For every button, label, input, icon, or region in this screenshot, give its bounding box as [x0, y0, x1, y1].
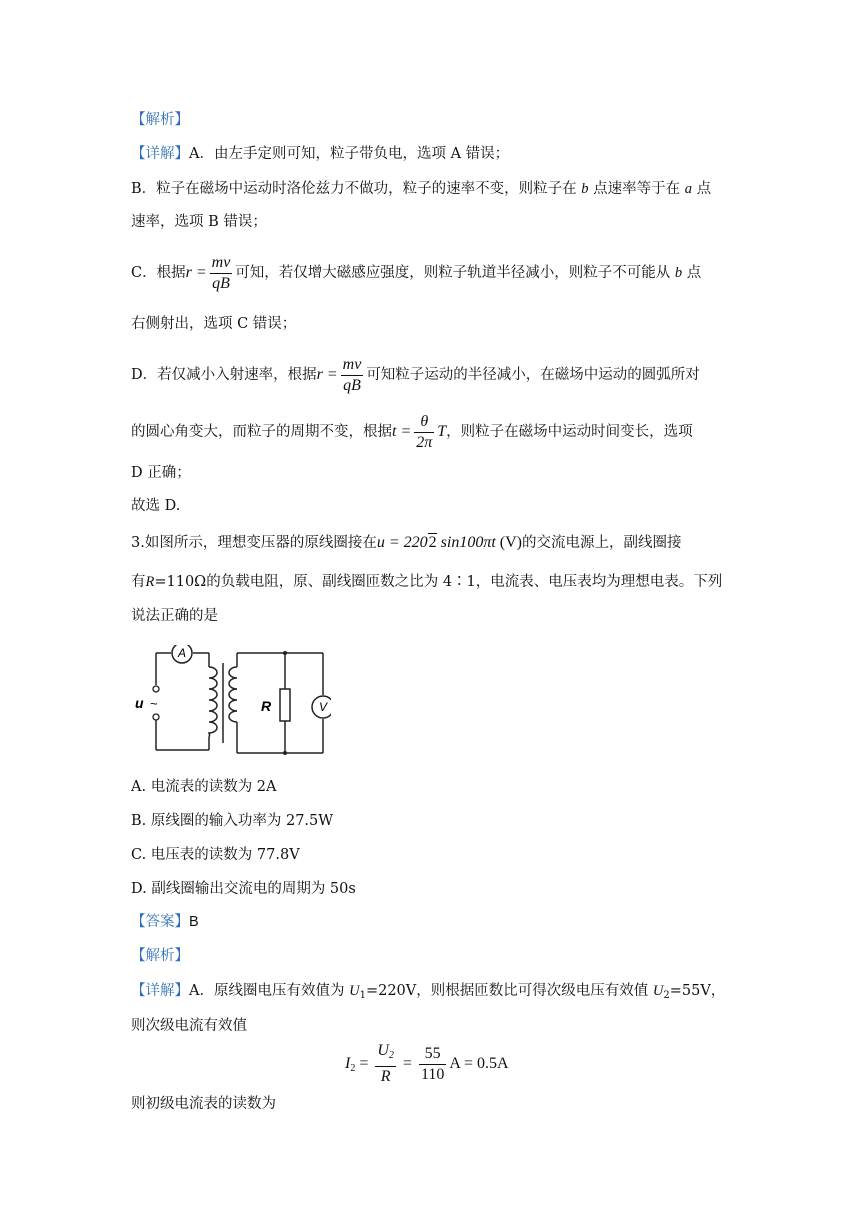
- formula-r-fraction-2: $\frac{mv}{qB}$: [342, 355, 362, 394]
- option-a: A. 电流表的读数为 2A: [131, 779, 277, 795]
- detail-line-d3: D 正确；: [131, 465, 191, 481]
- question-3-line3: 说法正确的是: [131, 608, 218, 624]
- terminal-bottom: [153, 714, 159, 720]
- detail-line-c1: C．根据r = $\frac{mv}{qB}$ 可知，若仅增大磁感应强度，则粒子轨道半径减小，则粒子不可能从 b 点: [131, 253, 702, 292]
- conclusion: 故选 D.: [131, 498, 181, 514]
- answer-value: B: [189, 914, 199, 930]
- detail-line-d2: 的圆心角变大，而粒子的周期不变，根据t = $\frac{\theta}{2\pi}$ T，则粒子在磁场中运动时间变长，选项: [131, 412, 693, 451]
- detail-line-3a: 【详解】A．原线圈电压有效值为 $U_1=220V$，则根据匝数比可得次级电压有效值 $U_2=55V$，: [131, 983, 726, 1001]
- resistor: [280, 689, 290, 721]
- detail-label-2: 【详解】: [131, 983, 189, 999]
- terminal-top: [153, 686, 159, 692]
- option-d: D. 副线圈输出交流电的周期为 50s: [131, 881, 356, 897]
- junction-top: [283, 651, 287, 655]
- source-symbol: ~: [150, 696, 158, 711]
- detail-line-b2: 速率，选项 B 错误；: [131, 214, 267, 230]
- answer-label: 【答案】: [131, 914, 189, 930]
- formula-r-fraction: $\frac{mv}{qB}$: [211, 253, 231, 292]
- junction-bottom: [283, 751, 287, 755]
- detail-line-b1: B．粒子在磁场中运动时洛伦兹力不做功，粒子的速率不变，则粒子在 b 点速率等于在 a 点: [131, 181, 712, 197]
- detail-line-3b: 则次级电流有效值: [131, 1018, 247, 1034]
- voltmeter-label: V: [318, 700, 328, 714]
- option-b: B. 原线圈的输入功率为 27.5W: [131, 813, 334, 829]
- equation-i2: $I_2$ = $\frac{U_2}{R}$ = $\frac{55}{110}$ A = 0.5A: [345, 1042, 509, 1085]
- detail-line-c2: 右侧射出，选项 C 错误；: [131, 316, 297, 332]
- transformer-circuit-diagram: [131, 645, 331, 760]
- ammeter-label: A: [177, 646, 187, 660]
- detail-line-3c: 则初级电流表的读数为: [131, 1096, 276, 1112]
- analysis-label-2: 【解析】: [131, 948, 189, 964]
- question-3-line2: 有R=110Ω的负载电阻，原、副线圈匝数之比为 4∶1，电流表、电压表均为理想电表。下列: [131, 574, 723, 590]
- source-label: u: [135, 695, 144, 711]
- analysis-label: 【解析】: [131, 112, 189, 128]
- detail-line-d1: D．若仅减小入射速率，根据r = $\frac{mv}{qB}$ 可知粒子运动的半径减小，在磁场中运动的圆弧所对: [131, 355, 700, 394]
- option-c: C. 电压表的读数为 77.8V: [131, 847, 300, 863]
- resistor-label: R: [261, 698, 272, 714]
- detail-label: 【详解】: [131, 146, 189, 162]
- question-3-line1: 3.如图所示，理想变压器的原线圈接在u = 2202 sin100πt (V)的交流电源上，副线圈接: [131, 534, 682, 551]
- detail-line-a: 【详解】A．由左手定则可知，粒子带负电，选项 A 错误；: [131, 146, 510, 162]
- formula-t-fraction: $\frac{\theta}{2\pi}$: [416, 412, 433, 451]
- answer-line: [131, 912, 199, 932]
